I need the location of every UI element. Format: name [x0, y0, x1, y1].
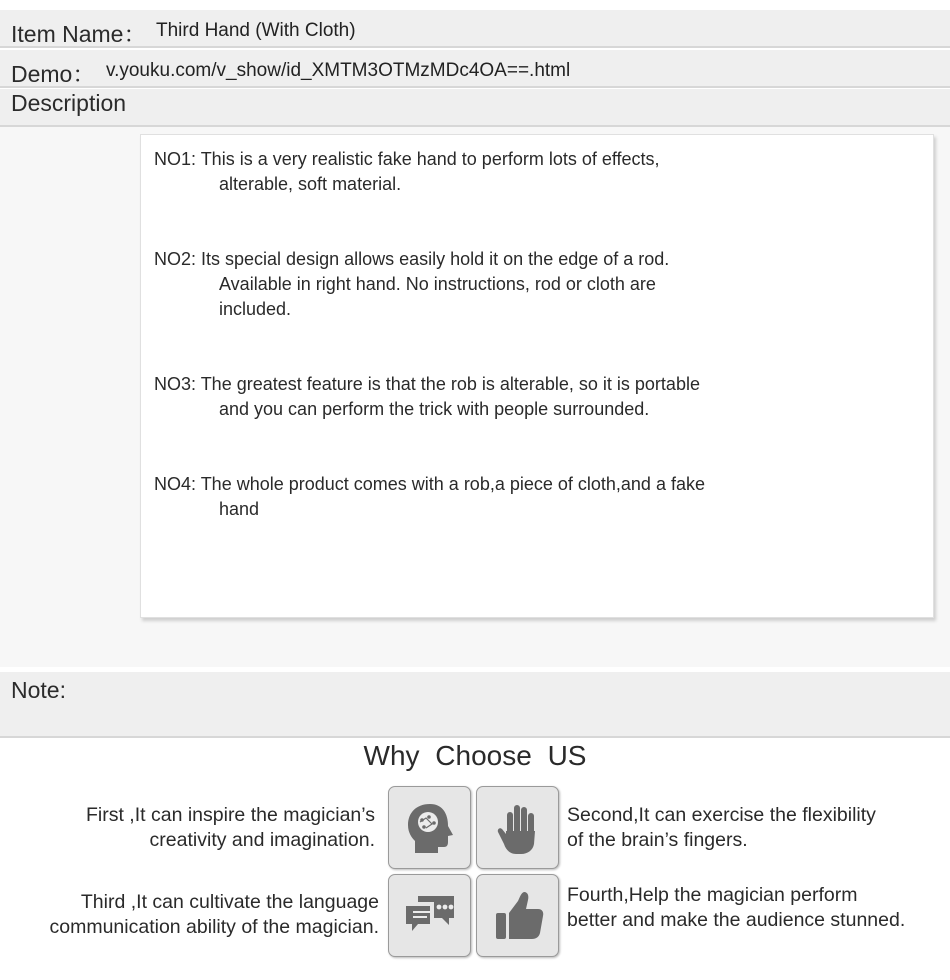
thumbs-up-tile	[476, 874, 559, 957]
item-name-value: Third Hand (With Cloth)	[156, 20, 356, 41]
description-item-first-line: NO3: The greatest feature is that the rob is alterable, so it is portable	[154, 374, 700, 394]
demo-label: Demo：	[11, 61, 96, 87]
feature-text-second	[567, 803, 876, 853]
feature-line: of the brain’s fingers.	[567, 829, 748, 851]
description-item-line: Available in right hand. No instructions, rod or cloth are	[219, 274, 656, 294]
brain-head-tile	[388, 786, 471, 869]
description-bar	[0, 89, 950, 127]
feature-text-third	[50, 890, 380, 940]
feature-text-first	[86, 803, 375, 853]
description-item	[154, 372, 814, 422]
demo-link[interactable]: v.youku.com/v_show/id_XMTM3OTMzMDc4OA==.html	[106, 60, 571, 81]
feature-line: better and make the audience stunned.	[567, 909, 906, 931]
chat-tile	[388, 874, 471, 957]
why-choose-us-title: Why Choose US	[363, 740, 587, 771]
thumbs-up-icon	[488, 886, 548, 946]
feature-text-fourth	[567, 883, 905, 933]
chat-bubbles-icon	[400, 886, 460, 946]
description-box	[140, 134, 934, 618]
description-item-first-line: NO4: The whole product comes with a rob,a piece of cloth,and a fake	[154, 474, 705, 494]
description-item-first-line: NO2: Its special design allows easily hold it on the edge of a rod.	[154, 249, 670, 269]
feature-line: Second,It can exercise the flexibility	[567, 804, 876, 826]
feature-line: Fourth,Help the magician perform	[567, 884, 858, 906]
feature-line: Third ,It can cultivate the language	[80, 891, 379, 913]
description-item	[154, 147, 814, 197]
item-name-label: Item Name：	[11, 21, 147, 47]
note-bar	[0, 672, 950, 738]
item-name-bar	[0, 10, 950, 48]
description-item-line: hand	[219, 499, 260, 519]
feature-line: communication ability of the magician.	[49, 916, 379, 938]
hand-icon	[488, 798, 548, 858]
description-item	[154, 472, 814, 522]
description-item-first-line: NO1: This is a very realistic fake hand to perform lots of effects,	[154, 149, 660, 169]
demo-bar	[0, 50, 950, 88]
feature-line: First ,It can inspire the magician’s	[85, 804, 375, 826]
description-item-line: and you can perform the trick with people surrounded.	[219, 399, 650, 419]
description-item-line: alterable, soft material.	[219, 174, 402, 194]
description-label: Description	[11, 90, 127, 116]
feature-line: creativity and imagination.	[149, 829, 375, 851]
description-item	[154, 247, 814, 322]
description-item-line: included.	[219, 299, 292, 319]
note-label: Note:	[11, 677, 66, 703]
brain-head-icon	[400, 798, 460, 858]
hand-tile	[476, 786, 559, 869]
